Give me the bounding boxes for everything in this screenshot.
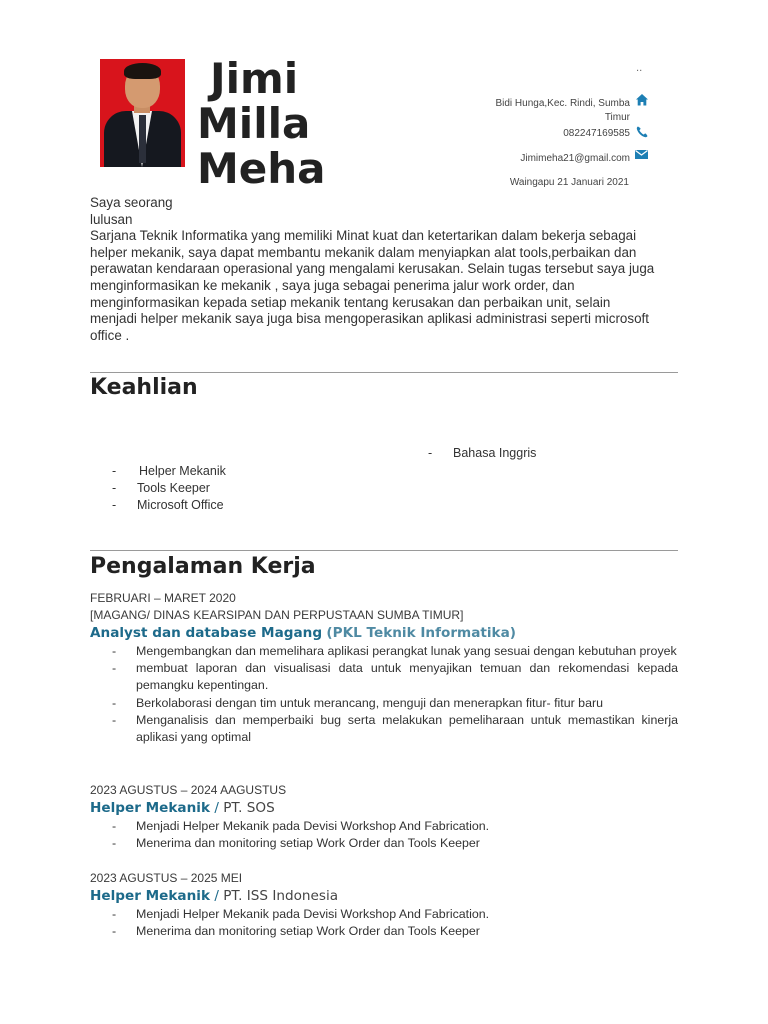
home-icon — [635, 93, 649, 107]
experience-heading: Pengalaman Kerja — [90, 554, 316, 579]
job-org-line: [MAGANG/ DINAS KEARSIPAN DAN PERPUSTAAN SUMBA TIMUR] — [90, 608, 464, 622]
skill-dash: - — [112, 481, 117, 495]
job-title-line — [90, 888, 338, 904]
address-line-2: Timur — [604, 112, 630, 123]
skill-item — [112, 464, 226, 478]
skills-heading: Keahlian — [90, 375, 198, 400]
job-bullets — [112, 906, 678, 940]
job-title-line — [90, 800, 275, 816]
summary-line: perawatan kendaraan operasional yang mengalami kerusakan. Selain tugas tersebut saya juga — [90, 261, 655, 277]
job-date: 2023 AGUSTUS – 2024 AAGUSTUS — [90, 783, 287, 797]
name-line-2: Milla — [197, 99, 311, 148]
address-line-1: Bidi Hunga,Kec. Rindi, Sumba — [495, 98, 630, 109]
job-bullet: - Menerima dan monitoring setiap Work Order dan Tools Keeper — [112, 923, 678, 940]
section-divider — [90, 550, 678, 551]
job-bullet: - Menjadi Helper Mekanik pada Devisi Workshop And Fabrication. — [112, 818, 678, 835]
phone-icon — [635, 125, 649, 139]
skill-item — [112, 481, 210, 495]
job-separator: / — [214, 800, 219, 816]
summary-line: Saya seorang — [90, 195, 173, 210]
job-bullet: - Berkolaborasi dengan tim untuk merancang, menguji dan menerapkan fitur- fitur baru — [112, 695, 678, 712]
mail-icon — [634, 147, 649, 161]
job-title: Helper Mekanik — [90, 800, 210, 816]
summary-line: menginformasikan kepada setiap mekanik tentang kerusakan dan perbaikan unit, selain — [90, 294, 611, 310]
skill-dash: - — [428, 446, 433, 460]
skill-item — [112, 498, 224, 512]
full-name — [197, 56, 337, 191]
profile-photo — [100, 59, 185, 167]
summary-line: Sarjana Teknik Informatika yang memiliki Minat kuat dan ketertarikan dalam bekerja sebagai — [90, 228, 637, 244]
document-date: Waingapu 21 Januari 2021 — [509, 177, 629, 188]
skill-label: Bahasa Inggris — [453, 446, 537, 460]
summary-line: lulusan — [90, 211, 133, 227]
skill-dash: - — [112, 464, 117, 478]
summary-line: helper mekanik, saya dapat membantu mekanik dalam menyiapkan alat tools,perbaikan dan — [90, 244, 637, 260]
header-dots: .. — [636, 63, 643, 74]
profile-summary — [90, 195, 678, 344]
summary-line: menjadi helper mekanik saya juga bisa mengoperasikan aplikasi administrasi seperti microsoft — [90, 311, 649, 327]
job-bullet: - Menerima dan monitoring setiap Work Order dan Tools Keeper — [112, 835, 678, 852]
email-address: Jimimeha21@gmail.com — [520, 153, 630, 164]
phone-number: 082247169585 — [563, 128, 630, 139]
job-title: Helper Mekanik — [90, 888, 210, 904]
job-bullets — [112, 643, 678, 746]
section-divider — [90, 372, 678, 373]
job-subtitle: (PKL Teknik Informatika) — [326, 625, 516, 641]
summary-line: office . — [90, 327, 130, 343]
job-bullet: - Menganalisis dan memperbaiki bug serta melakukan pemeliharaan untuk memastikan kinerja aplikasi yang optimal — [112, 712, 678, 746]
summary-line: menginformasikan ke mekanik , saya juga sebagai penerima jalur work order, dan — [90, 277, 575, 293]
job-date: 2023 AGUSTUS – 2025 MEI — [90, 871, 243, 885]
name-line-1: Jimi — [210, 54, 299, 103]
skill-label: Microsoft Office — [137, 498, 224, 512]
skill-label: Helper Mekanik — [139, 464, 226, 478]
job-bullet: - Mengembangkan dan memelihara aplikasi perangkat lunak yang sesuai dengan kebutuhan proyek — [112, 643, 678, 660]
job-title: Analyst dan database Magang — [90, 625, 323, 641]
job-separator: / — [214, 888, 219, 904]
job-company: PT. ISS Indonesia — [223, 888, 339, 904]
photo-hair — [124, 63, 161, 79]
skill-label: Tools Keeper — [137, 481, 210, 495]
address — [470, 97, 630, 125]
photo-tie — [139, 115, 146, 163]
skill-item — [428, 446, 536, 460]
job-date: FEBRUARI – MARET 2020 — [90, 591, 236, 605]
job-bullets — [112, 818, 678, 852]
job-title-line — [90, 625, 516, 641]
name-line-3: Meha — [197, 144, 326, 193]
job-bullet: - Menjadi Helper Mekanik pada Devisi Workshop And Fabrication. — [112, 906, 678, 923]
skill-dash: - — [112, 498, 117, 512]
job-company: PT. SOS — [223, 800, 275, 816]
job-bullet: - membuat laporan dan visualisasi data untuk menyajikan temuan dan rekomendasi kepada pemangku kepentingan. — [112, 660, 678, 694]
